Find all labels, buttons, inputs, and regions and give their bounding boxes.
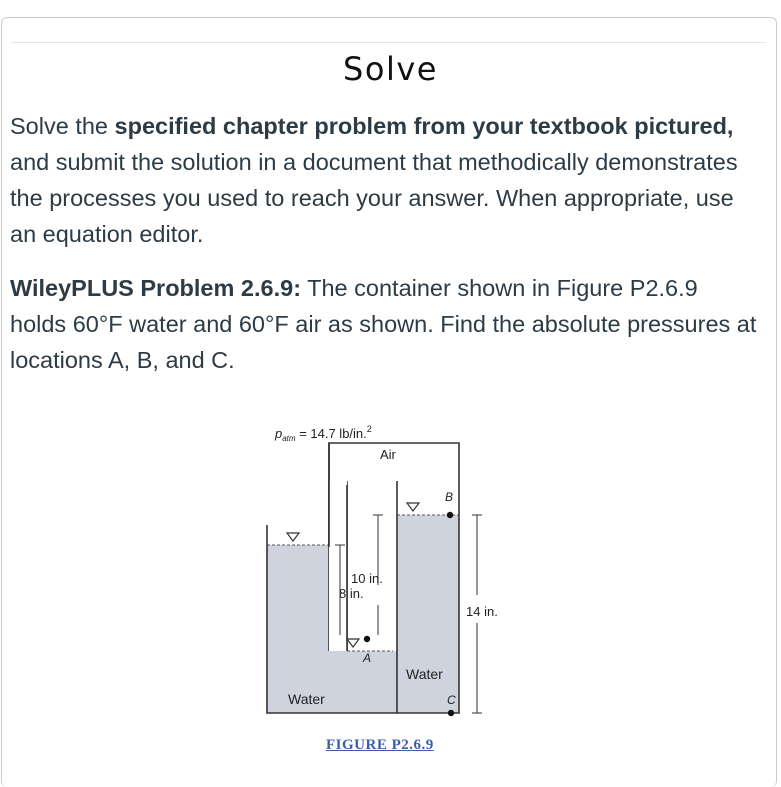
container-diagram (255, 395, 520, 735)
left-surface-marker-icon (287, 533, 299, 541)
header-divider (12, 42, 766, 43)
middle-surface-marker-icon (347, 639, 359, 647)
dimension-8-in: 8 in. (339, 586, 364, 601)
dimension-10-in: 10 in. (351, 571, 383, 586)
point-b-marker (447, 512, 453, 518)
point-c-label: C (447, 693, 456, 707)
point-a-marker (364, 636, 370, 642)
point-c-marker (448, 710, 454, 716)
problem-paragraph (10, 270, 760, 378)
left-water-label: Water (288, 691, 325, 707)
problem-label: WileyPLUS Problem 2.6.9: (10, 275, 302, 301)
right-water-fill (397, 515, 459, 713)
page-title: Solve (343, 50, 438, 88)
left-water-fill (267, 545, 329, 713)
right-water-label: Water (406, 666, 443, 682)
intro-text-2: and submit the solution in a document that methodically demonstrates the processes you used to reach your answer. When appropriate, use an equation editor. (10, 149, 738, 247)
patm-label: $p_{atm} = 14.7$ lb/in.$^2$ (275, 424, 372, 443)
intro-paragraph (10, 108, 760, 252)
intro-text-1: Solve the (10, 113, 115, 139)
right-surface-marker-icon (407, 503, 419, 511)
intro-bold-text: specified chapter problem from your textbook pictured, (114, 113, 734, 139)
point-a-label: A (363, 651, 372, 665)
point-b-label: B (445, 490, 454, 504)
problem-text: The container shown in Figure P2.6.9 holds 60°F water and 60°F air as shown. Find the absolute pressures at locations A, B, and C. (10, 275, 757, 373)
dimension-14-in: 14 in. (466, 604, 498, 619)
problem-figure (255, 395, 520, 765)
figure-caption: FIGURE P2.6.9 (326, 737, 434, 753)
air-label: Air (380, 447, 396, 462)
